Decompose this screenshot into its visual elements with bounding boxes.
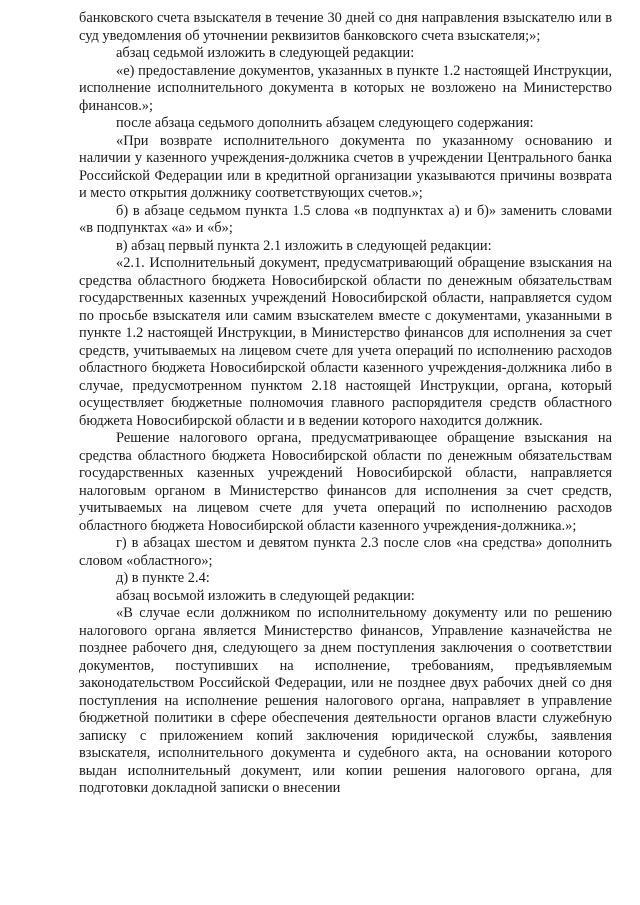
paragraph-tax-authority-decision: Решение налогового органа, предусматривающее обращение взыскания на средства областного бюджета Новосибирской области по денежным обязательствам государственных казенных учреждений Новосибирской области, направляется налоговым органом в Министерство финансов для исполнения за счет средств, учитываемых на лицевом счете для учета операций по исполнению расходов областного бюджета Новосибирской области казенного учреждения-должника.»;: [79, 430, 612, 534]
paragraph-bank-account-notice: банковского счета взыскателя в течение 30 дней со дня направления взыскателю или в суд уведомления об уточнении реквизитов банковского счета взыскателя;»;: [79, 10, 612, 44]
paragraph-ministry-debtor: «В случае если должником по исполнительному документу или по решению налогового органа является Министерство финансов, Управление казначейства не позднее рабочего дня, следующего за днем поступления заключения о соответствии документов, поступивших на исполнение, требованиям, предъявляемым законодательством Российской Федерации, или не позднее двух рабочих дней со дня поступления на исполнение решения налогового органа, направляет в управление бюджетной политики в сфере обеспечения деятельности органов власти служебную записку с приложением копий заключения юридической службы, заявления взыскателя, исполнительного документа и судебного акта, на основании которого выдан исполнительный документ, или копии решения налогового органа, для подготовки докладной записки о внесении: [79, 605, 612, 796]
paragraph-item-v: в) абзац первый пункта 2.1 изложить в следующей редакции:: [116, 237, 492, 254]
paragraph-seventh-clause-header: абзац седьмой изложить в следующей редакции:: [116, 45, 415, 61]
paragraph-eighth-clause-header: абзац восьмой изложить в следующей редакции:: [116, 587, 415, 604]
paragraph-clause-e: «е) предоставление документов, указанных в пункте 1.2 настоящей Инструкции, исполнение исполнительного документа в которых не возложено на Министерство финансов.»;: [79, 62, 612, 114]
paragraph-item-g: г) в абзацах шестом и девятом пункта 2.3 после слов «на средства» дополнить словом «областного»;: [79, 535, 612, 569]
paragraph-after-seventh: после абзаца седьмого дополнить абзацем следующего содержания:: [116, 115, 534, 131]
paragraph-item-d: д) в пункте 2.4:: [116, 570, 210, 586]
paragraph-clause-2-1: «2.1. Исполнительный документ, предусматривающий обращение взыскания на средства областного бюджета Новосибирской области по денежным обязательствам государственных казенных учреждений Новосибирской области, направляется судом по просьбе взыскателя или самим взыскателем вместе с документами, указанными в пункте 1.2 настоящей Инструкции, в Министерство финансов для исполнения за счет средств, учитываемых на лицевом счете для учета операций по исполнению расходов областного бюджета Новосибирской области казенного учреждения-должника либо в случае, предусмотренном пунктом 2.18 настоящей Инструкции, органа, который осуществляет бюджетные полномочия главного распорядителя средств областного бюджета Новосибирской области и в ведении которого находится должник.: [79, 255, 612, 429]
paragraph-item-b: б) в абзаце седьмом пункта 1.5 слова «в подпунктах а) и б)» заменить словами «в подпунктах «а» и «б»;: [79, 202, 612, 236]
paragraph-return-reasons: «При возврате исполнительного документа по указанному основанию и наличии у казенного учреждения-должника счетов в учреждении Центрального банка Российской Федерации или в кредитной организации указываются причины возврата и место открытия должнику соответствующих счетов.»;: [79, 132, 612, 201]
